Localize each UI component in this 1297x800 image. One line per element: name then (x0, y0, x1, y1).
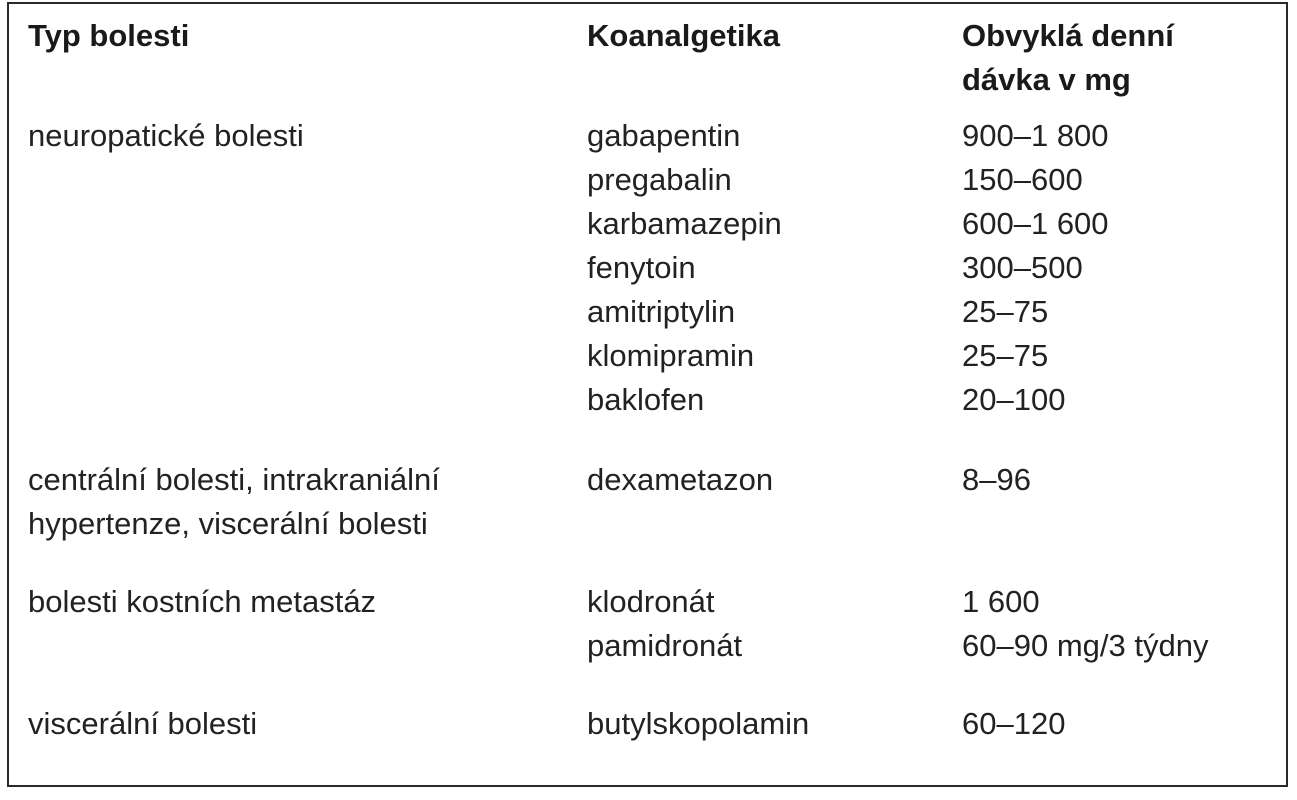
group-1-doses (962, 114, 1109, 422)
dose-value: 300–500 (962, 250, 1083, 285)
group-3-drugs (587, 580, 742, 668)
group-1-type (28, 114, 304, 158)
dose-value: 25–75 (962, 338, 1049, 373)
dose-value: 900–1 800 (962, 118, 1109, 153)
group-2-doses (962, 458, 1031, 502)
header-dose (962, 14, 1174, 102)
drug-name: dexametazon (587, 462, 774, 497)
dose-value: 60–90 mg/3 týdny (962, 628, 1209, 663)
group-4-drugs (587, 702, 809, 746)
drug-name: fenytoin (587, 250, 696, 285)
group-1-type-line: neuropatické bolesti (28, 118, 304, 153)
header-dose-line2: dávka v mg (962, 62, 1131, 97)
group-4-type (28, 702, 257, 746)
dose-value: 8–96 (962, 462, 1031, 497)
drug-name: pregabalin (587, 162, 732, 197)
group-3-doses (962, 580, 1208, 668)
dose-value: 1 600 (962, 584, 1040, 619)
group-2-drugs (587, 458, 773, 502)
drug-name: butylskopolamin (587, 706, 810, 741)
header-dose-line1: Obvyklá denní (962, 18, 1174, 53)
header-type: Typ bolesti (28, 18, 190, 53)
drug-name: pamidronát (587, 628, 743, 663)
drug-name: gabapentin (587, 118, 741, 153)
group-3-type (28, 580, 376, 624)
drug-name: amitriptylin (587, 294, 736, 329)
drug-name: baklofen (587, 382, 705, 417)
drug-name: karbamazepin (587, 206, 782, 241)
group-2-type-line: centrální bolesti, intrakraniální (28, 462, 440, 497)
dose-value: 20–100 (962, 382, 1066, 417)
dose-value: 600–1 600 (962, 206, 1109, 241)
group-2-type-line: hypertenze, viscerální bolesti (28, 506, 428, 541)
group-4-doses (962, 702, 1065, 746)
group-2-type (28, 458, 440, 546)
drug-name: klomipramin (587, 338, 755, 373)
dose-value: 150–600 (962, 162, 1083, 197)
drug-name: klodronát (587, 584, 715, 619)
dose-value: 60–120 (962, 706, 1066, 741)
group-3-type-line: bolesti kostních metastáz (28, 584, 377, 619)
group-1-drugs (587, 114, 782, 422)
group-4-type-line: viscerální bolesti (28, 706, 258, 741)
header-drug: Koanalgetika (587, 18, 780, 53)
dose-value: 25–75 (962, 294, 1049, 329)
